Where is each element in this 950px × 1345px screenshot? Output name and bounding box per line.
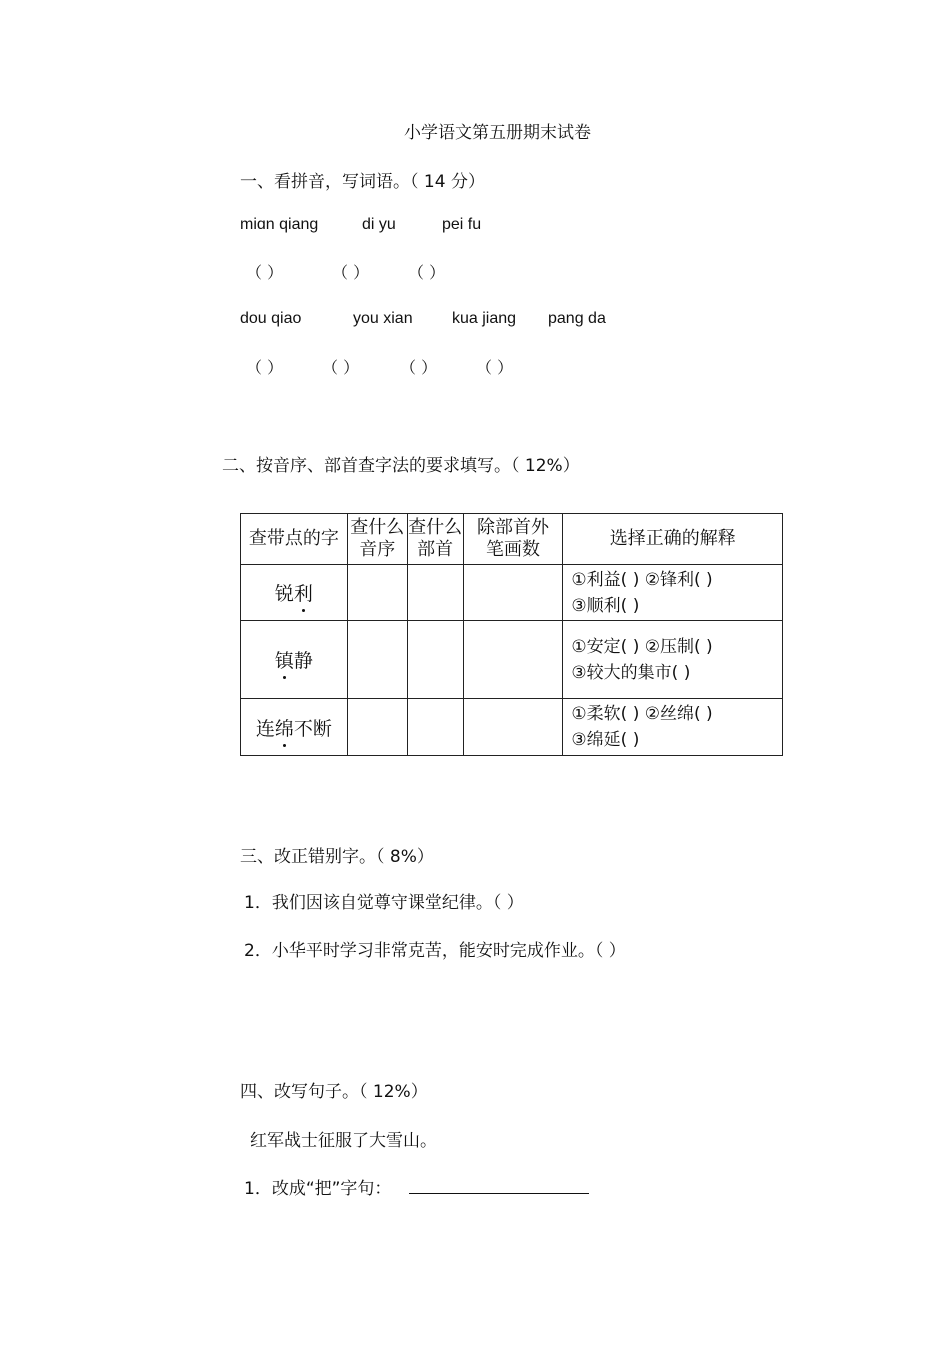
options-cell[interactable] — [563, 621, 783, 699]
answer-blank[interactable]: （ ） — [322, 358, 360, 377]
answer-cell[interactable] — [407, 699, 463, 756]
page-title: 小学语文第五册期末试卷 — [404, 123, 591, 143]
dotted-char: 绵 — [275, 714, 294, 741]
section2-heading: 二、按音序、部首查字法的要求填写。（ 12%） — [222, 456, 580, 476]
pinyin-4: dou qiao — [240, 310, 302, 327]
header-sequence — [347, 514, 407, 565]
answer-cell[interactable] — [347, 565, 407, 621]
header-meaning: 选择正确的解释 — [563, 514, 783, 565]
row-word — [241, 621, 348, 699]
answer-cell[interactable] — [347, 621, 407, 699]
section1-heading: 一、看拼音，写词语。（ 14 分） — [240, 172, 485, 192]
word-part: 连 — [255, 717, 275, 740]
option-line: ③较大的集市( ) — [571, 662, 691, 683]
answer-blank[interactable]: （ ） — [332, 263, 370, 282]
answer-blank[interactable]: （ ） — [476, 358, 514, 377]
header-strokes-line2: 笔画数 — [486, 539, 541, 560]
answer-cell[interactable] — [407, 565, 463, 621]
header-sequence-line1: 查什么 — [350, 517, 405, 538]
word-part: 静 — [293, 650, 313, 672]
pinyin-5: you xian — [353, 310, 413, 327]
header-sequence-line2: 音序 — [359, 539, 396, 560]
option-line: ①柔软( ) ②丝绵( ) — [571, 704, 713, 724]
answer-cell[interactable] — [407, 621, 463, 699]
header-radical-line2: 部首 — [417, 539, 454, 560]
option-line: ③顺利( ) — [571, 595, 640, 616]
header-char: 查带点的字 — [241, 514, 348, 565]
table-row — [241, 565, 783, 621]
header-radical — [407, 514, 463, 565]
row-word — [241, 565, 348, 621]
row-word — [241, 699, 348, 756]
table-row — [241, 699, 783, 756]
dotted-char: 利 — [294, 579, 313, 606]
rewrite-item-1 — [244, 1174, 589, 1199]
pinyin-1: miɑn qiang — [240, 216, 319, 233]
option-line: ①安定( ) ②压制( ) — [571, 636, 713, 657]
pinyin-7: pang da — [548, 310, 606, 327]
dotted-char: 镇 — [275, 646, 294, 673]
answer-blank[interactable]: （ ） — [246, 263, 284, 282]
correction-item-2[interactable]: 2．小华平时学习非常克苦，能安时完成作业。（ ） — [244, 941, 626, 961]
answer-cell[interactable] — [347, 699, 407, 756]
answer-cell[interactable] — [463, 621, 563, 699]
header-strokes — [463, 514, 563, 565]
header-strokes-line1: 除部首外 — [477, 517, 550, 538]
answer-blank[interactable]: （ ） — [408, 263, 446, 282]
answer-blank[interactable]: （ ） — [400, 358, 438, 377]
header-radical-line1: 查什么 — [408, 517, 463, 538]
word-part: 不断 — [293, 717, 332, 740]
table-header-row — [241, 514, 783, 565]
pinyin-2: di yu — [362, 216, 396, 233]
dictionary-table — [240, 513, 783, 756]
word-part: 锐 — [274, 583, 294, 605]
answer-line[interactable] — [409, 1179, 589, 1194]
option-line: ③绵延( ) — [571, 730, 640, 750]
options-cell[interactable] — [563, 699, 783, 756]
rewrite-item-label: 1．改成“把”字句： — [244, 1179, 392, 1199]
section3-heading: 三、改正错别字。（ 8%） — [240, 847, 434, 867]
options-cell[interactable] — [563, 565, 783, 621]
source-sentence: 红军战士征服了大雪山。 — [250, 1131, 437, 1151]
pinyin-6: kua jiang — [452, 310, 517, 327]
table-row — [241, 621, 783, 699]
pinyin-3: pei fu — [442, 216, 482, 233]
correction-item-1[interactable]: 1．我们因该自觉尊守课堂纪律。（ ） — [244, 893, 524, 913]
option-line: ①利益( ) ②锋利( ) — [571, 569, 713, 590]
answer-cell[interactable] — [463, 565, 563, 621]
section4-heading: 四、改写句子。（ 12%） — [240, 1082, 428, 1102]
answer-blank[interactable]: （ ） — [246, 358, 284, 377]
answer-cell[interactable] — [463, 699, 563, 756]
